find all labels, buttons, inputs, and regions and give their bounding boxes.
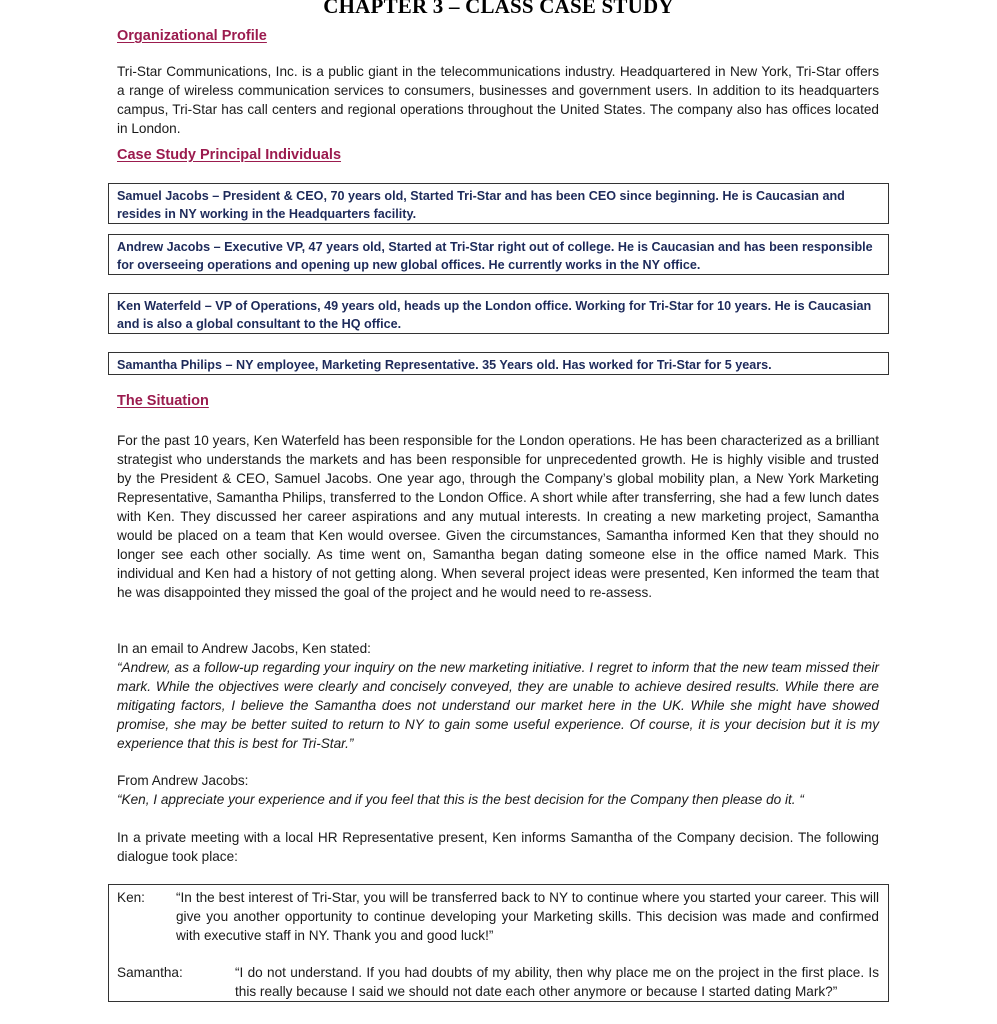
- principal-box-samantha: Samantha Philips – NY employee, Marketing Representative. 35 Years old. Has worked for Tri-Star for 5 years.: [108, 352, 889, 375]
- email-quote: “Andrew, as a follow-up regarding your inquiry on the new marketing initiative. I regret to inform that the new team missed their mark. While the objectives were clearly and concisely conveyed, they are unable to achieve desired results. While there are mitigating factors, I believe the Samantha does not understand our market here in the UK. While she might have showed promise, she may be better suited to return to NY to gain some useful experience. Of course, it is your decision but it is my experience that this is best for Tri-Star.”: [117, 660, 879, 751]
- chapter-title: CHAPTER 3 – CLASS CASE STUDY: [323, 0, 674, 18]
- dialogue-box: [108, 884, 889, 1002]
- email-intro: In an email to Andrew Jacobs, Ken stated:: [117, 641, 371, 656]
- situation-heading: The Situation: [117, 393, 209, 409]
- principal-box-samuel: Samuel Jacobs – President & CEO, 70 years old, Started Tri-Star and has been CEO since beginning. He is Caucasian and resides in NY working in the Headquarters facility.: [108, 183, 889, 224]
- dialogue-speaker-samantha: Samantha:: [117, 965, 183, 980]
- principal-box-andrew: Andrew Jacobs – Executive VP, 47 years old, Started at Tri-Star right out of college. He is Caucasian and has been responsible for overseeing operations and opening up new global offices. He currently works in the NY office.: [108, 234, 889, 275]
- org-profile-heading: Organizational Profile: [117, 28, 267, 44]
- org-profile-paragraph: Tri-Star Communications, Inc. is a public giant in the telecommunications industry. Headquartered in New York, Tri-Star offers a range of wireless communication services to consumers, businesses and government users. In addition to its headquarters campus, Tri-Star has call centers and regional operations throughout the United States. The company also has offices located in London.: [117, 64, 879, 136]
- reply-quote: “Ken, I appreciate your experience and if you feel that this is the best decision for the Company then please do it. “: [117, 792, 804, 807]
- reply-intro: From Andrew Jacobs:: [117, 773, 249, 788]
- dialogue-line-ken: “In the best interest of Tri-Star, you will be transferred back to NY to continue where you started your career. This will give you another opportunity to continue developing your Marketing skills. This decision was made and confirmed with executive staff in NY. Thank you and good luck!”: [176, 890, 879, 943]
- situation-paragraph: For the past 10 years, Ken Waterfeld has been responsible for the London operations. He has been characterized as a brilliant strategist who understands the markets and has been responsible for unprecedented growth. He is highly visible and trusted by the President & CEO, Samuel Jacobs. One year ago, through the Company’s global mobility plan, a New York Marketing Representative, Samantha Philips, transferred to the London Office. A short while after transferring, she had a few lunch dates with Ken. They discussed her career aspirations and any mutual interests. In creating a new marketing project, Samantha would be placed on a team that Ken would oversee. Given the circumstances, Samantha informed Ken that they should no longer see each other socially. As time went on, Samantha began dating someone else in the office named Mark. This individual and Ken had a history of not getting along. When several project ideas were presented, Ken informed the team that he was disappointed they missed the goal of the project and he would need to re-assess.: [117, 433, 879, 600]
- dialogue-line-samantha: “I do not understand. If you had doubts of my ability, then why place me on the project in the first place. Is this really because I said we should not date each other anymore or because I started dating Mark?”: [235, 965, 879, 999]
- principal-box-ken: Ken Waterfeld – VP of Operations, 49 years old, heads up the London office. Working for Tri-Star for 10 years. He is Caucasian and is also a global consultant to the HQ office.: [108, 293, 889, 334]
- principals-heading: Case Study Principal Individuals: [117, 147, 342, 163]
- dialogue-speaker-ken: Ken:: [117, 890, 145, 905]
- meeting-intro: In a private meeting with a local HR Representative present, Ken informs Samantha of the Company decision. The following dialogue took place:: [117, 830, 879, 864]
